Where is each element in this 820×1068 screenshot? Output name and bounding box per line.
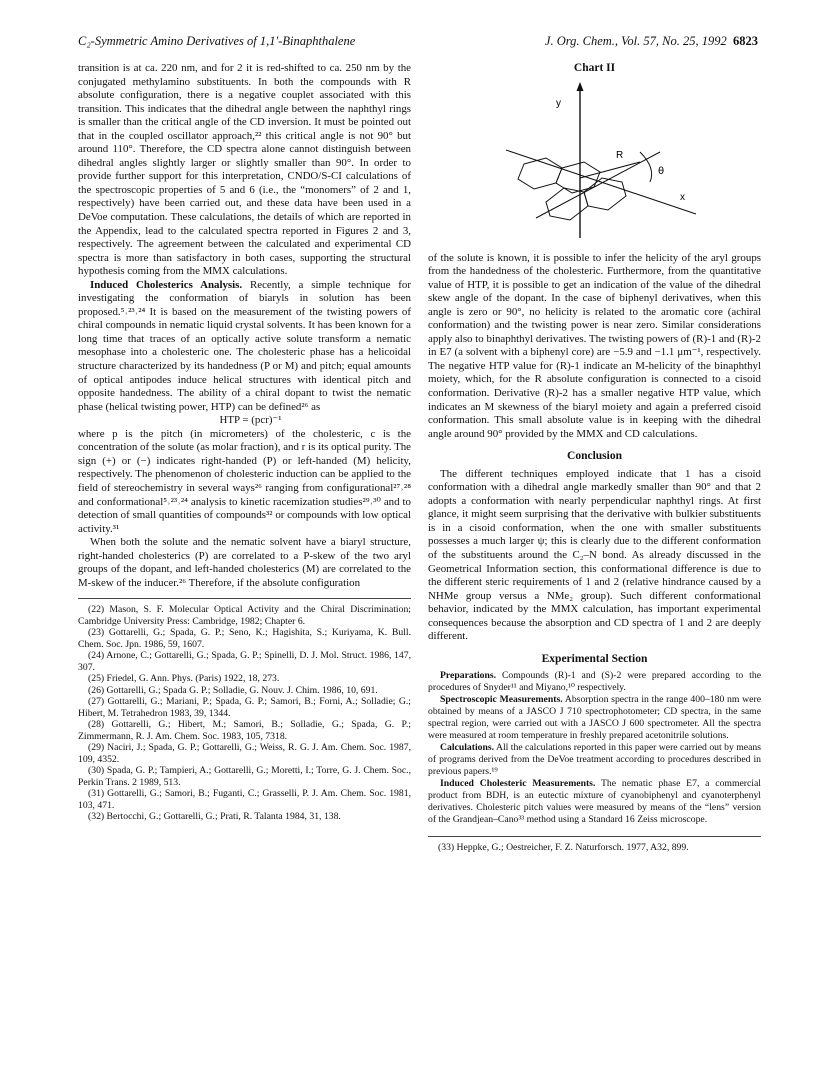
r-label: R (616, 149, 624, 161)
runin-heading-induced-measurements: Induced Cholesteric Measurements. (440, 778, 596, 790)
paragraph-htp-definition: where p is the pitch (in micrometers) of the cholesteric, c is the concentration of the solute (as molar fraction), and r is its optical purity. The sign (+) or (−) indicates right-handed (P) or left-handed (M) helicity, respectively. The phenomenon of cholesteric induction can be applied to the field of stereochemistry in several ways²⁶ ranging from configurational²⁷˒²⁸ and conformational⁵˒²³˒²⁴ analysis to kinetic racemization studies²⁹˒³⁰ and to detection of small quantities of compounds³² or compounds with low optical activity.³¹ (78, 427, 411, 535)
paragraph-induced-cholesterics-text: Recently, a simple technique for investigating the conformation of biaryls in solution has been proposed.⁵˒²³˒²⁴ It is based on the measurement of the twisting powers of chiral compounds in nematic liquid crystal solvents. It has been known for a long time that traces of an optically active solute transform a nematic mesophase into a cholesteric one. The cholesteric phase has a helicoidal structure characterized by its handedness (P or M) and pitch; equal amounts of optical antipodes induce helical structures with identical pitch and opposite handedness. The ability of a chiral dopant to twist the nematic phase (helical twisting power, HTP) can be defined²⁶ as (78, 278, 411, 413)
footnote: (23) Gottarelli, G.; Spada, G. P.; Seno, K.; Hagishita, S.; Kuriyama, K. Bull. Chem. Soc. Jpn. 1986, 59, 1607. (78, 627, 411, 650)
section-title-experimental: Experimental Section (541, 652, 648, 665)
x-axis-label: x (680, 191, 685, 203)
right-column (428, 62, 761, 854)
footnote: (26) Gottarelli, G.; Spada G. P.; Solladie, G. Nouv. J. Chim. 1986, 10, 691. (88, 684, 378, 696)
runin-heading-preparations: Preparations. (440, 670, 497, 682)
section-title-conclusion: Conclusion (567, 450, 622, 463)
footnote-divider (78, 598, 411, 599)
paragraph-helicity: of the solute is known, it is possible to infer the helicity of the aryl groups from the handedness of the cholesteric. Furthermore, from the quantitative value of HTP, it is possible to get an indication of the value of the dihedral skew angle of the dopant. In the case of biphenyl derivatives, when this angle is zero or 90°, no helicity is related to the aromatic core (achiral conformation) and the twisting power is near zero. Similar considerations apply also to binaphthyl derivatives. The twisting powers of (R)-1 and (R)-2 in E7 (a solvent with a biphenyl core) are −5.9 and −1.1 μm⁻¹, respectively. The negative HTP value for (R)-1 indicate an M-helicity of the binaphthyl moiety, which, for the R absolute configuration is connected to a cisoid conformation. Derivative (R)-2 has a smaller negative HTP value, which indicates an M skewness of the biaryl moiety and again a preferred cisoid conformation. This small absolute value is in keeping with the dihedral angle around 90° provided by the MMX and CD calculations. (428, 251, 761, 440)
footnote: (22) Mason, S. F. Molecular Optical Activity and the Chiral Discrimination; Cambridge University Press: Cambridge, 1982; Chapter 6. (78, 604, 411, 627)
running-header (78, 34, 758, 50)
paragraph-preparations-text: Compounds (R)-1 and (S)-2 were prepared according to the procedures of Snyder¹¹ and Miyano,¹⁰ respectively. (428, 670, 761, 694)
paragraph-conclusion: The different techniques employed indicate that 1 has a cisoid conformation with a dihedral angle markedly smaller than 90° and that 2 adopts a conformation with nearly perpendicular naphthyl rings. At first glance, it might seem surprising that the derivative with bulkier substituents is in a cisoid conformation, when the one with smaller substituents possesses a much larger ψ; this is clearly due to the different conformation of the substituents around the C₂–N bond. As already discussed in the Geometrical Information section, this conformational difference is due to the different steric requirements of 1 and 2 (relative hindrance caused by a NHMe group versus a NMe₂ group). Such different conformational behavior, indicated by the MMX calculation, has important experimental consequences because the absorption and CD spectra of 1 and 2 are deeply different. (428, 467, 761, 643)
naphthalene-ring-2 (556, 162, 600, 193)
footnote-divider-right (428, 836, 761, 837)
header-journal-ref (545, 34, 758, 50)
footnote: (28) Gottarelli, G.; Hibert, M.; Samori, B.; Solladie, G.; Spada, G. P.; Zimmermann, R. J. Am. Chem. Soc. 1983, 105, 7318. (78, 719, 411, 742)
chart-title: Chart II (573, 62, 616, 74)
paragraph-induced-measurements (428, 778, 761, 826)
naphthalene-ring-3 (546, 188, 588, 220)
footnote: (31) Gottarelli, G.; Samori, B.; Fuganti, C.; Grasselli, P. J. Am. Chem. Soc. 1981, 103, 471. (78, 788, 411, 811)
experimental-section (428, 670, 761, 826)
paragraph-biaryl-structure: When both the solute and the nematic solvent have a biaryl structure, right-handed cholesterics (P) are correlated to a P-skew of the two aryl groups of the dopant, and left-handed cholesterics (M) are correlated to the M-skew of the inducer.²⁶ Therefore, if the absolute configuration (78, 536, 411, 589)
paragraph-cd-analysis: transition is at ca. 220 nm, and for 2 it is red-shifted to ca. 250 nm by the conjugated methylamino substituents. In both the compounds with R absolute configuration, there is a negative couplet associated with this transition. This indicates that the dihedral angle between the naphthyl rings is smaller than the critical angle of the CD inversion. It must be pointed out that in the coupled oscillator approach,²² this critical angle is not 90° but around 110°. Therefore, the CD spectra alone cannot distinguish between dihedral angles slightly larger or slightly smaller than 90°. In order to provide further support for this interpretation, CNDO/S-CI calculations of the spectroscopic properties of 5 and 6 (i.e., the “monomers” of 2 and 1, respectively) have been carried out, and these data have been used in a DeVoe computation. These calculations, the details of which are reported in the Appendix, lead to the calculated spectra reported in Figures 2 and 3, respectively. The agreement between the calculated and experimental CD spectra is more than satisfactory in both cases, supporting the structural hypothesis coming from the MMX calculations. (78, 62, 411, 278)
header-journal: J. Org. Chem., Vol. 57, No. 25, 1992 (544, 34, 727, 48)
footnote: (24) Arnone, C.; Gottarelli, G.; Spada, G. P.; Spinelli, D. J. Mol. Struct. 1986, 147, 307. (78, 650, 411, 673)
runin-heading-calculations: Calculations. (440, 742, 495, 754)
naphthalene-ring-4 (584, 178, 626, 210)
footnotes-left (78, 604, 411, 823)
footnote: (25) Friedel, G. Ann. Phys. (Paris) 1922, 18, 273. (88, 673, 280, 685)
footnote: (32) Bertocchi, G.; Gottarelli, G.; Prati, R. Talanta 1984, 31, 138. (88, 811, 341, 823)
paragraph-induced-cholesterics (78, 279, 411, 414)
x-axis (506, 150, 696, 214)
footnote: (30) Spada, G. P.; Tampieri, A.; Gottarelli, G.; Moretti, I.; Torre, G. J. Chem. Soc., Perkin Trans. 2 1989, 513. (78, 765, 411, 788)
runin-heading-spectroscopic: Spectroscopic Measurements. (440, 694, 563, 706)
equation-htp: HTP = (pcr)⁻¹ (219, 414, 282, 427)
page-number: 6823 (733, 34, 758, 48)
header-title: C₂-Symmetric Amino Derivatives of 1,1′-Binaphthalene (78, 34, 356, 48)
binaphthyl-coordinate-diagram (428, 80, 761, 252)
chart-ii-diagram (428, 80, 761, 252)
naphthalene-ring-1 (518, 158, 562, 189)
y-axis-label: y (556, 97, 561, 109)
footnote: (27) Gottarelli, G.; Mariani, P.; Spada, G. P.; Samori, B.; Forni, A.; Solladie; G.; Hibert, M. Tetrahedron 1983, 39, 1344. (78, 696, 411, 719)
theta-arc (640, 152, 652, 182)
paragraph-calculations-text: All the calculations reported in this paper were carried out by means of programs derived from the DeVoe treatment according to procedures described in previous papers.¹⁹ (428, 742, 761, 778)
paragraph-induced-measurements-text: The nematic phase E7, a commercial product from BDH, is an eutectic mixture of cyanobiphenyl and cyanoterphenyl derivatives. Cholesteric pitch values were measured by means of the “lens” version of the Grandjean–Cano³³ method using a Standard 16 Zeiss microscope. (428, 778, 761, 826)
y-axis-arrow (577, 82, 584, 91)
paragraph-calculations (428, 742, 761, 778)
theta-label: θ (658, 165, 665, 177)
footnote: (29) Naciri, J.; Spada, G. P.; Gottarelli, G.; Weiss, R. G. J. Am. Chem. Soc. 1987, 109, 4352. (78, 742, 411, 765)
left-column (78, 62, 411, 823)
runin-heading-induced-cholesterics: Induced Cholesterics Analysis. (90, 278, 243, 291)
r-vector (580, 162, 640, 178)
paragraph-spectroscopic-text: Absorption spectra in the range 400–180 nm were obtained by means of a JASCO J 710 spectrophotometer; CD spectra, in the same spectral region, were carried out with a JASCO J 600 spectrometer. All the spectra were measured at room temperature in freshly prepared acetonitrile solutions. (428, 694, 761, 742)
footnotes-right (428, 842, 761, 854)
footnote: (33) Heppke, G.; Oestreicher, F. Z. Naturforsch. 1977, A32, 899. (438, 842, 689, 854)
paragraph-preparations (428, 670, 761, 694)
paragraph-spectroscopic (428, 694, 761, 742)
